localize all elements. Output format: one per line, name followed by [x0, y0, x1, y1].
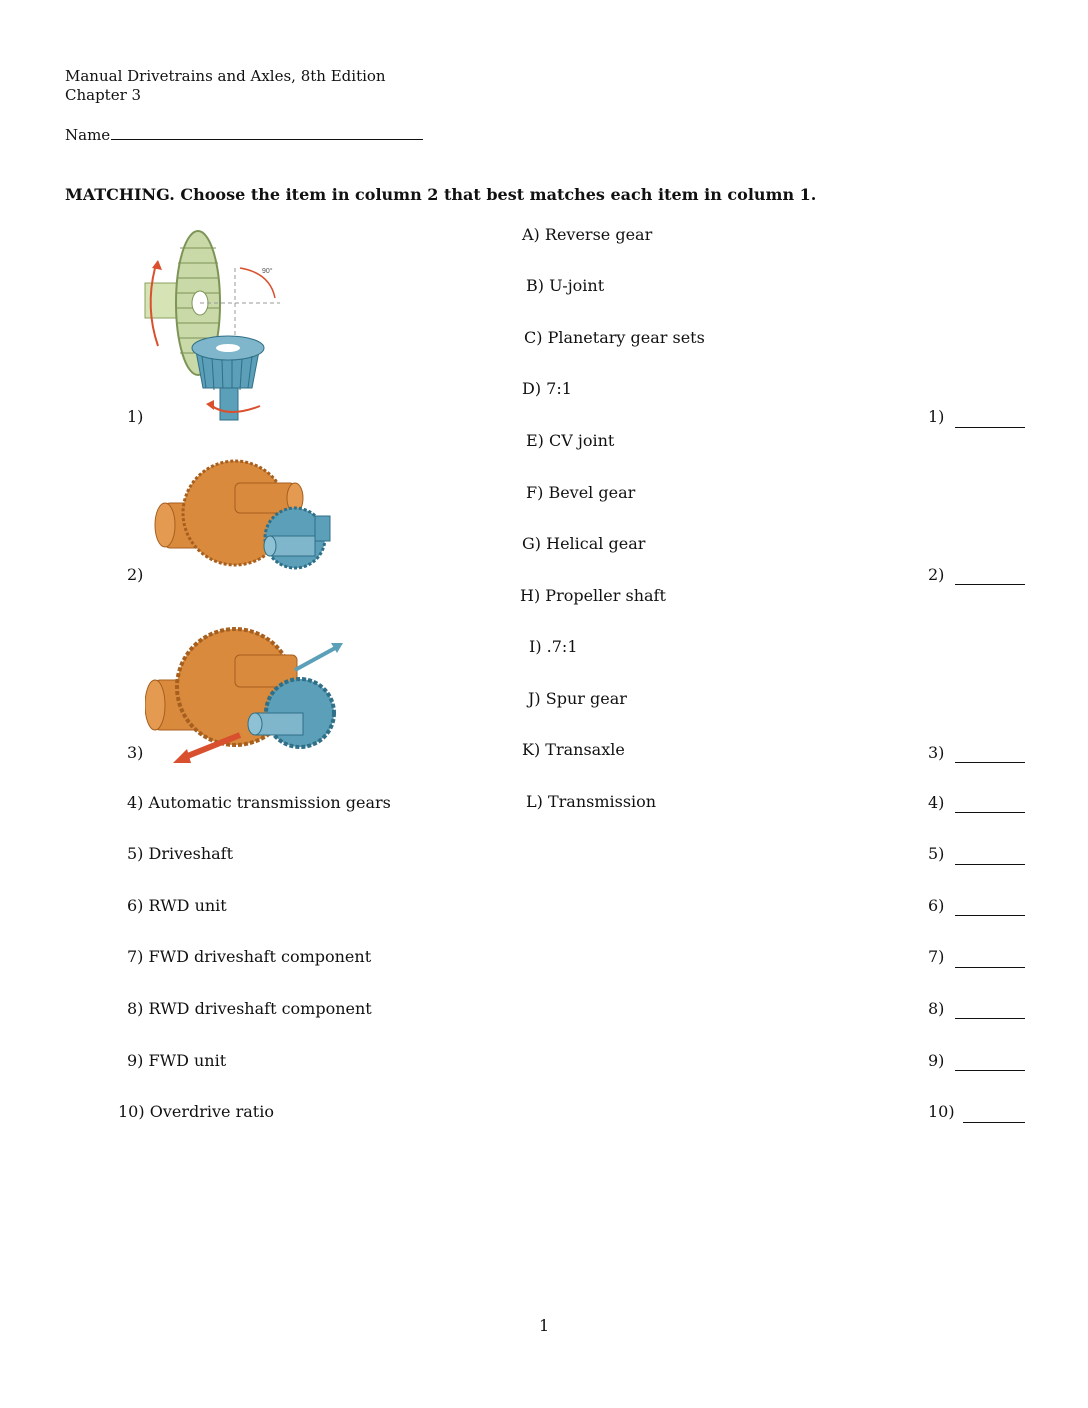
question-9 — [127, 1051, 226, 1070]
answer-5-blank[interactable] — [955, 864, 1025, 865]
choice-letter: I) — [529, 637, 542, 656]
choice-i — [529, 637, 578, 656]
choice-text: Planetary gear sets — [547, 328, 705, 347]
choice-text: U-joint — [549, 276, 605, 295]
answer-1-label: 1) — [928, 407, 945, 426]
answer-7-blank[interactable] — [955, 967, 1025, 968]
helical-gear-figure — [145, 625, 350, 765]
answer-2-label: 2) — [928, 565, 945, 584]
choice-f — [526, 483, 635, 502]
answer-6-label: 6) — [928, 896, 945, 915]
answer-10-label: 10) — [928, 1102, 955, 1121]
book-title: Manual Drivetrains and Axles, 8th Edition — [65, 67, 386, 85]
question-4 — [127, 793, 391, 812]
choice-text: CV joint — [549, 431, 615, 450]
choice-letter: D) — [522, 379, 542, 398]
question-number: 5) — [127, 844, 144, 863]
question-label: RWD driveshaft component — [148, 999, 372, 1018]
answer-6-blank[interactable] — [955, 915, 1025, 916]
choice-j — [528, 689, 627, 708]
choice-c — [524, 328, 705, 347]
chapter-label: Chapter 3 — [65, 86, 142, 104]
choice-text: Bevel gear — [548, 483, 636, 502]
question-label: Driveshaft — [148, 844, 234, 863]
choice-g — [522, 534, 645, 553]
answer-4-blank[interactable] — [955, 812, 1025, 813]
name-blank-line[interactable] — [111, 125, 423, 140]
choice-letter: F) — [526, 483, 544, 502]
choice-letter: L) — [526, 792, 543, 811]
question-5 — [127, 844, 233, 863]
question-number: 8) — [127, 999, 144, 1018]
answer-1-blank[interactable] — [955, 427, 1025, 428]
answer-2-blank[interactable] — [955, 584, 1025, 585]
question-label: FWD driveshaft component — [148, 947, 372, 966]
answer-8-label: 8) — [928, 999, 945, 1018]
question-number: 6) — [127, 896, 144, 915]
name-field[interactable] — [65, 125, 423, 145]
answer-4-label: 4) — [928, 793, 945, 812]
choice-text: Reverse gear — [544, 225, 653, 244]
answer-3-blank[interactable] — [955, 762, 1025, 763]
question-number: 9) — [127, 1051, 144, 1070]
instructions: MATCHING. Choose the item in column 2 that best matches each item in column 1. — [65, 185, 817, 204]
choice-h — [520, 586, 666, 605]
choice-d — [522, 379, 572, 398]
question-number: 7) — [127, 947, 144, 966]
choice-l — [526, 792, 656, 811]
choice-a — [522, 225, 652, 244]
choice-letter: E) — [526, 431, 544, 450]
question-8 — [127, 999, 372, 1018]
question-label: Overdrive ratio — [149, 1102, 274, 1121]
answer-10-blank[interactable] — [963, 1122, 1025, 1123]
answer-3-label: 3) — [928, 743, 945, 762]
choice-text: 7:1 — [546, 379, 572, 398]
answer-9-label: 9) — [928, 1051, 945, 1070]
answer-9-blank[interactable] — [955, 1070, 1025, 1071]
choice-letter: H) — [520, 586, 541, 605]
question-7 — [127, 947, 371, 966]
question-3-number: 3) — [127, 743, 144, 762]
choice-letter: K) — [522, 740, 541, 759]
answer-8-blank[interactable] — [955, 1018, 1025, 1019]
page-number: 1 — [539, 1316, 550, 1335]
choice-text: Transaxle — [545, 740, 625, 759]
question-number: 4) — [127, 793, 144, 812]
answer-7-label: 7) — [928, 947, 945, 966]
choice-letter: B) — [526, 276, 544, 295]
answer-5-label: 5) — [928, 844, 945, 863]
choice-k — [522, 740, 625, 759]
choice-letter: A) — [522, 225, 540, 244]
choice-text: .7:1 — [546, 637, 578, 656]
question-label: RWD unit — [148, 896, 227, 915]
name-label: Name — [65, 126, 111, 144]
choice-text: Propeller shaft — [545, 586, 666, 605]
question-6 — [127, 896, 227, 915]
choice-text: Transmission — [547, 792, 657, 811]
question-2-number: 2) — [127, 565, 144, 584]
choice-letter: C) — [524, 328, 543, 347]
choice-letter: G) — [522, 534, 542, 553]
spur-gear-figure — [150, 458, 340, 573]
question-label: FWD unit — [148, 1051, 227, 1070]
choice-b — [526, 276, 604, 295]
choice-text: Spur gear — [545, 689, 627, 708]
choice-e — [526, 431, 614, 450]
choice-text: Helical gear — [546, 534, 646, 553]
choice-letter: J) — [528, 689, 541, 708]
angle-label: 90° — [262, 268, 273, 275]
question-label: Automatic transmission gears — [148, 793, 391, 812]
question-number: 10) — [118, 1102, 145, 1121]
question-10 — [118, 1102, 274, 1121]
question-1-number: 1) — [127, 407, 144, 426]
bevel-gear-figure — [140, 228, 290, 428]
